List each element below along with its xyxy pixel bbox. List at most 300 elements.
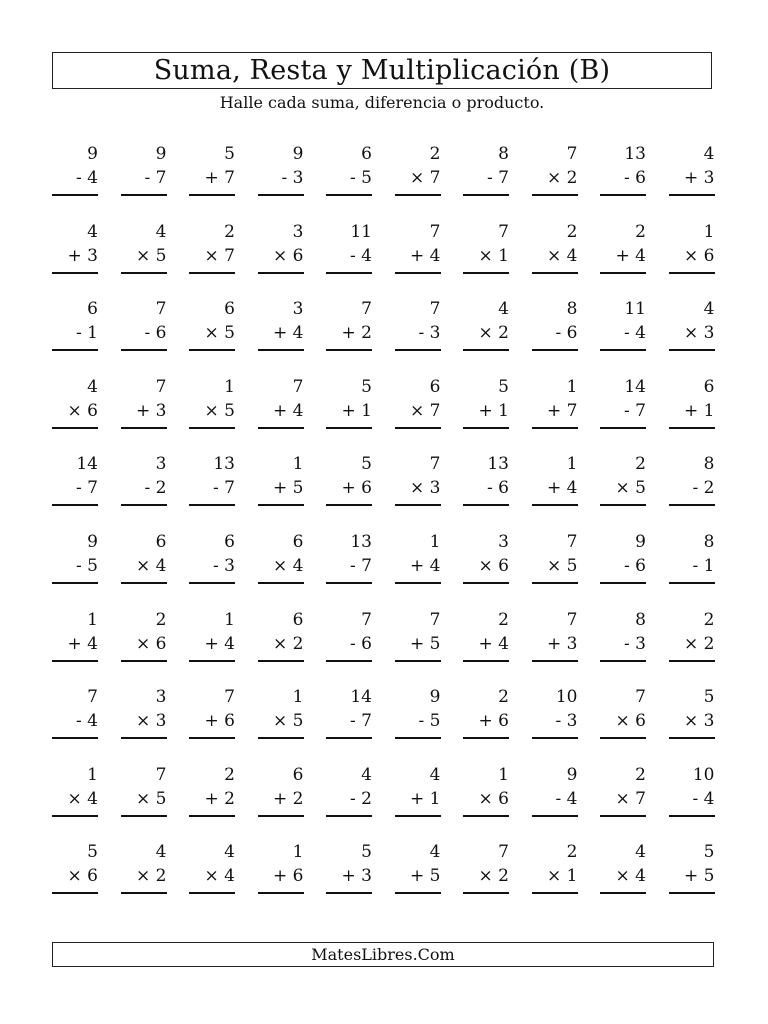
problem <box>258 453 304 509</box>
problem <box>532 221 578 277</box>
problem-operator-number: + 3 <box>684 168 715 188</box>
problem <box>463 376 509 432</box>
problem <box>532 298 578 354</box>
answer-line <box>600 194 646 196</box>
problem-operator-number: + 7 <box>547 400 578 421</box>
answer-line <box>258 660 304 662</box>
problem-operator-number: - 7 <box>624 400 646 421</box>
problem-operator-number: × 6 <box>67 400 98 421</box>
problem <box>463 841 509 897</box>
problem-top-number: 7 <box>155 376 167 397</box>
answer-line <box>669 737 715 739</box>
problem-top-number: 4 <box>429 764 441 785</box>
answer-line <box>395 504 441 506</box>
answer-line <box>532 737 578 739</box>
problem-top-number: 9 <box>635 532 646 552</box>
problem-top-number: 6 <box>87 299 98 320</box>
problem-top-number: 9 <box>87 144 98 164</box>
problem-operator-number: + 4 <box>547 478 578 499</box>
problem-operator-number: - 3 <box>213 556 235 576</box>
problem-top-number: 3 <box>155 687 167 708</box>
problem-top-number: 3 <box>155 454 167 475</box>
problem-operator-number: × 6 <box>273 245 304 266</box>
problem-top-number: 11 <box>350 221 372 242</box>
problem-top-number: 2 <box>635 764 646 785</box>
problem-top-number: 14 <box>76 454 98 475</box>
answer-line <box>395 194 441 196</box>
problem <box>669 143 715 199</box>
problem-operator-number: - 6 <box>350 633 372 654</box>
problem-top-number: 6 <box>224 299 235 320</box>
problem-top-number: 13 <box>350 532 372 552</box>
problem-top-number: 4 <box>635 842 646 863</box>
problem <box>121 841 167 897</box>
problem-operator-number: - 7 <box>144 168 167 188</box>
answer-line <box>532 272 578 274</box>
problem-top-number: 2 <box>224 221 235 242</box>
answer-line <box>121 737 167 739</box>
answer-line <box>463 504 509 506</box>
problem-operator-number: - 3 <box>281 168 304 188</box>
answer-line <box>532 427 578 429</box>
problem-operator-number: - 2 <box>350 788 372 809</box>
problem <box>669 298 715 354</box>
problem-top-number: 1 <box>498 764 509 785</box>
problem <box>258 143 304 199</box>
answer-line <box>326 272 372 274</box>
problem-operator-number: × 1 <box>547 866 578 887</box>
problem <box>463 686 509 742</box>
problem <box>52 376 98 432</box>
problem-top-number: 9 <box>155 144 167 164</box>
answer-line <box>326 504 372 506</box>
answer-line <box>121 660 167 662</box>
answer-line <box>258 504 304 506</box>
problem <box>463 221 509 277</box>
problem <box>326 764 372 820</box>
answer-line <box>600 504 646 506</box>
problem <box>463 531 509 587</box>
answer-line <box>52 349 98 351</box>
problem <box>463 453 509 509</box>
problem-operator-number: + 4 <box>410 556 441 576</box>
problem-operator-number: - 4 <box>692 788 715 809</box>
answer-line <box>52 892 98 894</box>
answer-line <box>395 892 441 894</box>
problem-row <box>52 841 714 911</box>
problem-operator-number: × 5 <box>547 556 578 576</box>
worksheet-instructions: Halle cada suma, diferencia o producto. <box>219 93 545 112</box>
problem-top-number: 13 <box>213 454 235 475</box>
problem-operator-number: - 4 <box>76 711 98 732</box>
problem-operator-number: + 2 <box>204 788 235 809</box>
problem <box>189 221 235 277</box>
problem <box>326 453 372 509</box>
answer-line <box>326 194 372 196</box>
problem-top-number: 7 <box>361 609 372 630</box>
problem <box>258 298 304 354</box>
answer-line <box>532 582 578 584</box>
problem-top-number: 4 <box>498 299 509 320</box>
problem <box>326 609 372 665</box>
problem-top-number: 2 <box>429 144 441 164</box>
problem-top-number: 2 <box>155 609 167 630</box>
problem-top-number: 4 <box>87 221 98 242</box>
problem-top-number: 8 <box>498 144 509 164</box>
problem <box>532 376 578 432</box>
problem <box>258 376 304 432</box>
problem-top-number: 9 <box>429 687 441 708</box>
answer-line <box>532 194 578 196</box>
problem <box>669 221 715 277</box>
answer-line <box>600 815 646 817</box>
problem <box>669 376 715 432</box>
problem <box>395 841 441 897</box>
problem-top-number: 3 <box>292 221 304 242</box>
problem-operator-number: - 2 <box>692 478 715 499</box>
problem <box>326 686 372 742</box>
problem-top-number: 5 <box>703 842 715 863</box>
problem-operator-number: - 4 <box>555 788 578 809</box>
answer-line <box>600 272 646 274</box>
problem-top-number: 1 <box>292 842 304 863</box>
problem <box>52 841 98 897</box>
problem <box>600 143 646 199</box>
problem-top-number: 10 <box>692 764 715 785</box>
problem-row <box>52 531 714 601</box>
answer-line <box>52 660 98 662</box>
problem-top-number: 1 <box>224 376 235 397</box>
problem <box>463 609 509 665</box>
problem <box>258 221 304 277</box>
problem-operator-number: - 3 <box>624 633 646 654</box>
problem-top-number: 7 <box>429 221 441 242</box>
problem-top-number: 2 <box>224 764 235 785</box>
problem-operator-number: × 2 <box>684 633 715 654</box>
problem <box>258 609 304 665</box>
answer-line <box>669 582 715 584</box>
answer-line <box>463 272 509 274</box>
problem-operator-number: × 2 <box>478 323 509 344</box>
answer-line <box>189 349 235 351</box>
problem <box>395 298 441 354</box>
answer-line <box>395 427 441 429</box>
answer-line <box>258 272 304 274</box>
problem <box>395 376 441 432</box>
problem-top-number: 4 <box>155 221 167 242</box>
answer-line <box>189 582 235 584</box>
problem-operator-number: + 1 <box>341 400 372 421</box>
problem-operator-number: × 3 <box>136 711 167 732</box>
problem <box>600 453 646 509</box>
problem-operator-number: + 4 <box>273 400 304 421</box>
problem <box>600 764 646 820</box>
problem <box>52 221 98 277</box>
problem <box>600 609 646 665</box>
problem <box>52 531 98 587</box>
problem-top-number: 5 <box>498 376 509 397</box>
answer-line <box>463 737 509 739</box>
answer-line <box>326 660 372 662</box>
problem-operator-number: - 6 <box>144 323 167 344</box>
problem <box>395 531 441 587</box>
answer-line <box>600 427 646 429</box>
problem-top-number: 7 <box>429 299 441 320</box>
problem-operator-number: + 7 <box>204 168 235 188</box>
problem-operator-number: × 3 <box>684 711 715 732</box>
problem <box>395 221 441 277</box>
problem-top-number: 6 <box>292 764 304 785</box>
problem <box>189 531 235 587</box>
problem-top-number: 7 <box>635 687 646 708</box>
problem-operator-number: × 2 <box>547 168 578 188</box>
problem-top-number: 1 <box>87 609 98 630</box>
answer-line <box>258 737 304 739</box>
worksheet-title: Suma, Resta y Multiplicación (B) <box>153 55 611 86</box>
problem-operator-number: - 3 <box>555 711 578 732</box>
problem-top-number: 7 <box>429 609 441 630</box>
problem <box>326 221 372 277</box>
problem-top-number: 5 <box>703 687 715 708</box>
problem-top-number: 13 <box>487 454 509 475</box>
answer-line <box>463 194 509 196</box>
problem-operator-number: - 6 <box>487 478 509 499</box>
answer-line <box>52 815 98 817</box>
answer-line <box>532 504 578 506</box>
answer-line <box>189 272 235 274</box>
problem-top-number: 1 <box>292 454 304 475</box>
problem <box>121 531 167 587</box>
problem-operator-number: - 7 <box>76 478 98 499</box>
problem <box>600 531 646 587</box>
problem-operator-number: - 1 <box>692 556 715 576</box>
problem-operator-number: × 4 <box>615 866 646 887</box>
problem-operator-number: × 4 <box>136 556 167 576</box>
problem-operator-number: + 1 <box>410 788 441 809</box>
answer-line <box>463 427 509 429</box>
answer-line <box>258 815 304 817</box>
answer-line <box>52 504 98 506</box>
problem-row <box>52 609 714 679</box>
problem-operator-number: - 6 <box>624 556 646 576</box>
answer-line <box>669 504 715 506</box>
problem-row <box>52 376 714 446</box>
problem-operator-number: + 4 <box>478 633 509 654</box>
problem-operator-number: × 6 <box>478 556 509 576</box>
problem <box>669 764 715 820</box>
problem-top-number: 5 <box>87 842 98 863</box>
problem-operator-number: × 7 <box>615 788 646 809</box>
problem <box>258 531 304 587</box>
problem <box>532 841 578 897</box>
problem <box>532 609 578 665</box>
problem-operator-number: + 6 <box>478 711 509 732</box>
problem <box>121 764 167 820</box>
problem-operator-number: × 6 <box>67 866 98 887</box>
problem <box>600 221 646 277</box>
problem-operator-number: - 4 <box>76 168 98 188</box>
problem-top-number: 7 <box>566 532 578 552</box>
problem-operator-number: + 4 <box>273 323 304 344</box>
problem <box>326 376 372 432</box>
answer-line <box>669 660 715 662</box>
problem <box>258 764 304 820</box>
problem <box>189 298 235 354</box>
problem-top-number: 7 <box>566 609 578 630</box>
answer-line <box>463 815 509 817</box>
problem-top-number: 4 <box>703 144 715 164</box>
problem-top-number: 1 <box>224 609 235 630</box>
problem-top-number: 7 <box>224 687 235 708</box>
answer-line <box>326 815 372 817</box>
problem-top-number: 1 <box>566 376 578 397</box>
answer-line <box>189 504 235 506</box>
problem <box>669 841 715 897</box>
answer-line <box>600 737 646 739</box>
problem-top-number: 10 <box>555 687 578 708</box>
problem-top-number: 4 <box>703 299 715 320</box>
answer-line <box>121 582 167 584</box>
problem-operator-number: + 4 <box>204 633 235 654</box>
answer-line <box>326 892 372 894</box>
problem-row <box>52 143 714 213</box>
problem-operator-number: + 6 <box>273 866 304 887</box>
problem-operator-number: × 4 <box>547 245 578 266</box>
problem-row <box>52 453 714 523</box>
problem-top-number: 6 <box>429 376 441 397</box>
problem-operator-number: - 6 <box>555 323 578 344</box>
answer-line <box>600 660 646 662</box>
problem-operator-number: - 3 <box>418 323 441 344</box>
answer-line <box>669 892 715 894</box>
problem <box>52 609 98 665</box>
problem-operator-number: × 5 <box>615 478 646 499</box>
answer-line <box>189 892 235 894</box>
problem-operator-number: + 6 <box>341 478 372 499</box>
problem <box>258 686 304 742</box>
problem <box>532 143 578 199</box>
problem-top-number: 1 <box>566 454 578 475</box>
answer-line <box>463 349 509 351</box>
problem-operator-number: + 5 <box>684 866 715 887</box>
answer-line <box>669 815 715 817</box>
problem-operator-number: - 5 <box>350 168 372 188</box>
problem-operator-number: × 5 <box>204 400 235 421</box>
problem <box>189 453 235 509</box>
problem-top-number: 4 <box>155 842 167 863</box>
problem-top-number: 2 <box>498 609 509 630</box>
problem <box>669 531 715 587</box>
answer-line <box>121 349 167 351</box>
problem-top-number: 4 <box>361 764 372 785</box>
problem <box>600 298 646 354</box>
answer-line <box>258 194 304 196</box>
answer-line <box>52 272 98 274</box>
footer-brand: MatesLibres.Com <box>311 945 455 964</box>
problem-operator-number: × 6 <box>615 711 646 732</box>
problem-operator-number: + 6 <box>204 711 235 732</box>
problem <box>189 764 235 820</box>
problem <box>669 453 715 509</box>
problem <box>532 686 578 742</box>
answer-line <box>52 427 98 429</box>
problem-top-number: 8 <box>635 609 646 630</box>
answer-line <box>532 815 578 817</box>
problem-top-number: 6 <box>224 532 235 552</box>
problem-top-number: 5 <box>224 144 235 164</box>
problem-operator-number: + 5 <box>273 478 304 499</box>
answer-line <box>258 892 304 894</box>
problem-top-number: 14 <box>624 376 646 397</box>
problem <box>189 143 235 199</box>
problem-top-number: 7 <box>498 842 509 863</box>
footer-box <box>52 942 714 967</box>
problem <box>669 609 715 665</box>
problem-top-number: 9 <box>292 144 304 164</box>
problem-top-number: 9 <box>566 764 578 785</box>
problem-top-number: 6 <box>155 532 167 552</box>
problem <box>121 609 167 665</box>
problem <box>532 531 578 587</box>
problem-operator-number: - 5 <box>76 556 98 576</box>
problem-operator-number: + 4 <box>67 633 98 654</box>
answer-line <box>395 737 441 739</box>
answer-line <box>600 892 646 894</box>
problem-operator-number: × 2 <box>136 866 167 887</box>
answer-line <box>600 582 646 584</box>
answer-line <box>189 737 235 739</box>
problem-top-number: 14 <box>350 687 372 708</box>
problem-operator-number: × 6 <box>684 245 715 266</box>
problem-operator-number: + 3 <box>341 866 372 887</box>
problem-operator-number: × 6 <box>136 633 167 654</box>
problem <box>395 686 441 742</box>
answer-line <box>326 349 372 351</box>
problem <box>532 453 578 509</box>
answer-line <box>121 194 167 196</box>
problem-top-number: 5 <box>361 454 372 475</box>
problem-operator-number: - 7 <box>350 711 372 732</box>
problem-row <box>52 221 714 291</box>
problem-top-number: 6 <box>292 609 304 630</box>
problem <box>52 143 98 199</box>
problem <box>669 686 715 742</box>
problem <box>395 764 441 820</box>
problem-operator-number: - 4 <box>350 245 372 266</box>
answer-line <box>121 427 167 429</box>
problem-row <box>52 686 714 756</box>
problem-operator-number: × 7 <box>410 400 441 421</box>
problem-operator-number: × 2 <box>273 633 304 654</box>
problem-top-number: 7 <box>566 144 578 164</box>
problem-top-number: 6 <box>361 144 372 164</box>
problem-top-number: 8 <box>703 532 715 552</box>
problem <box>395 609 441 665</box>
answer-line <box>669 194 715 196</box>
problem-operator-number: + 5 <box>410 866 441 887</box>
problem <box>52 298 98 354</box>
problem-top-number: 8 <box>566 299 578 320</box>
problem <box>463 143 509 199</box>
problem-top-number: 7 <box>155 764 167 785</box>
problem <box>326 143 372 199</box>
problem-operator-number: × 1 <box>478 245 509 266</box>
problem-top-number: 7 <box>429 454 441 475</box>
problem-top-number: 6 <box>703 376 715 397</box>
problem-operator-number: × 4 <box>273 556 304 576</box>
problem <box>258 841 304 897</box>
problem-operator-number: - 7 <box>350 556 372 576</box>
